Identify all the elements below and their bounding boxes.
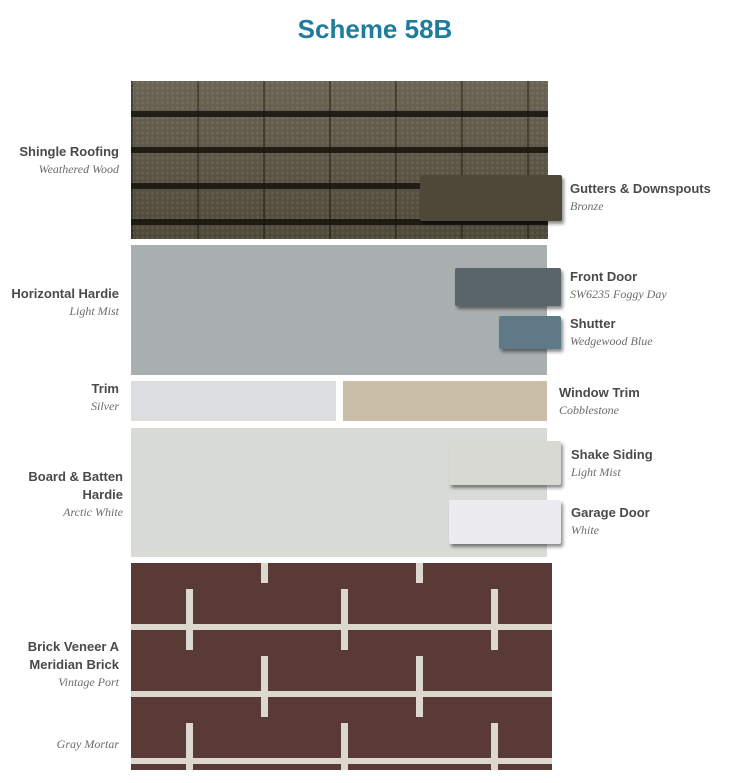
shutter-chip (499, 316, 561, 349)
garage-door-chip (449, 500, 561, 544)
gutters-chip (420, 175, 562, 221)
label-sub: White (571, 523, 599, 537)
label-sub: Weathered Wood (38, 162, 119, 176)
label-sub: Cobblestone (559, 403, 619, 417)
label-shutter (570, 315, 653, 350)
label-shake-siding (571, 446, 653, 481)
label-name-line2: Meridian Brick (29, 657, 119, 672)
label-name: Front Door (570, 269, 638, 284)
label-sub: Gray Mortar (56, 737, 119, 751)
label-garage-door (571, 504, 650, 539)
label-gray-mortar (57, 736, 119, 753)
label-trim (91, 380, 119, 415)
label-sub: Light Mist (69, 304, 119, 318)
scheme-title: Scheme 58B (297, 14, 453, 44)
label-brick-veneer (28, 638, 119, 691)
label-sub: Silver (91, 399, 119, 413)
label-sub: Wedgewood Blue (570, 334, 653, 348)
label-name: Horizontal Hardie (11, 286, 119, 301)
label-name: Garage Door (571, 505, 650, 520)
brick-veneer-swatch (131, 563, 552, 770)
label-name: Gutters & Downspouts (570, 181, 711, 196)
label-name-line2: Hardie (82, 487, 123, 502)
horizontal-hardie-swatch (131, 245, 547, 375)
label-sub: Light Mist (571, 465, 621, 479)
label-sub: Bronze (570, 199, 604, 213)
label-sub: Vintage Port (58, 675, 119, 689)
label-gutters (570, 180, 711, 215)
shake-siding-chip (449, 441, 561, 485)
front-door-chip (455, 268, 561, 306)
label-name-line1: Board & Batten (28, 469, 123, 484)
label-name: Window Trim (559, 385, 640, 400)
label-front-door (570, 268, 667, 303)
label-sub: SW6235 Foggy Day (570, 287, 667, 301)
label-window-trim (559, 384, 640, 419)
label-board-batten (28, 468, 123, 521)
label-sub: Arctic White (63, 505, 123, 519)
label-horizontal-hardie (11, 285, 119, 320)
label-shingle-roofing (19, 143, 119, 178)
label-name: Shutter (570, 316, 616, 331)
label-name: Shingle Roofing (19, 144, 119, 159)
label-name: Shake Siding (571, 447, 653, 462)
label-name: Trim (91, 381, 119, 396)
label-name-line1: Brick Veneer A (27, 639, 119, 654)
trim-swatch (131, 381, 336, 421)
window-trim-swatch (343, 381, 547, 421)
